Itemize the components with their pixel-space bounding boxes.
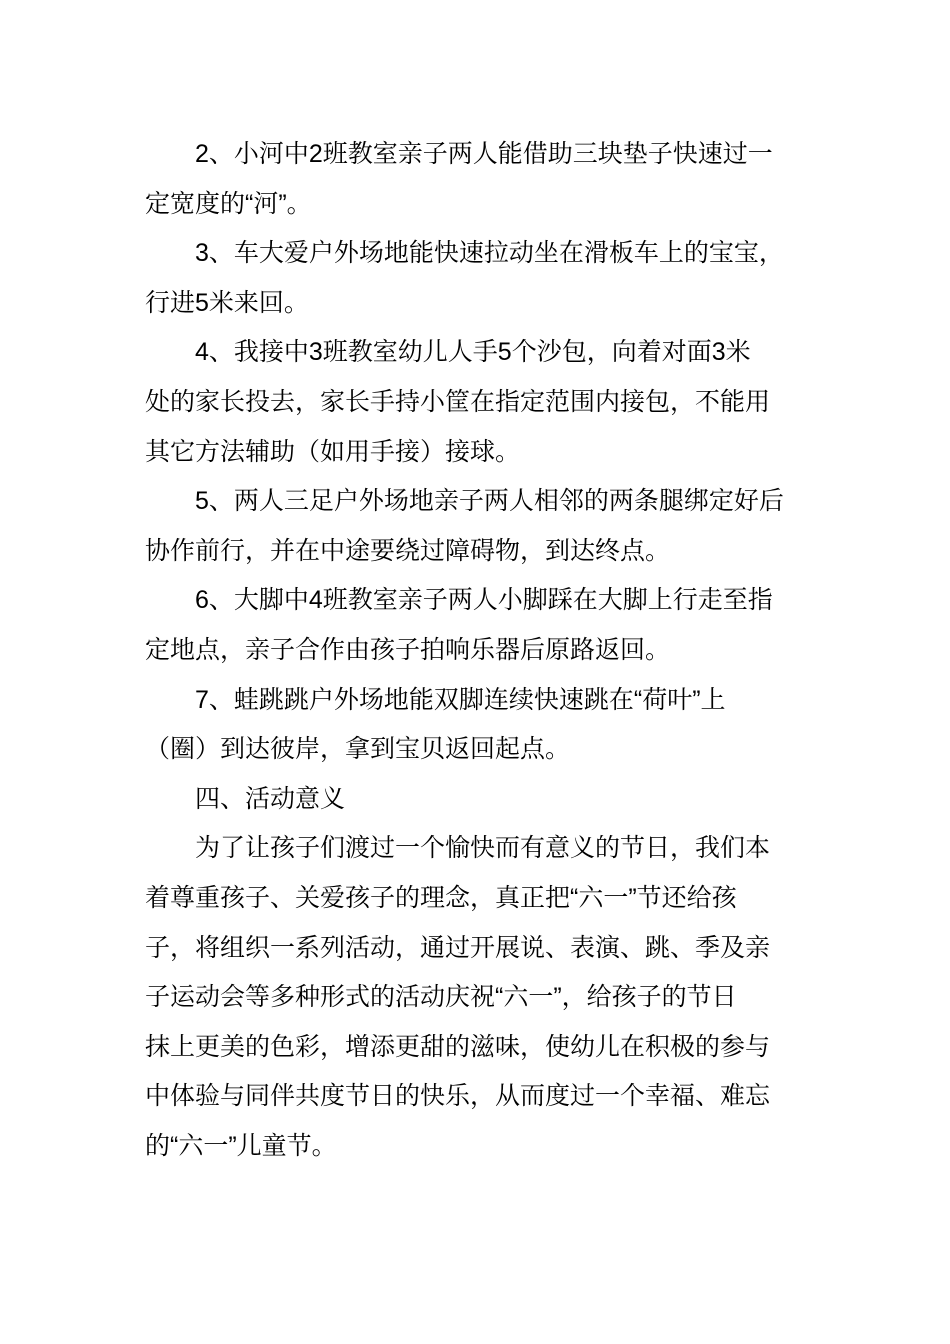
- paragraph: [145, 477, 815, 576]
- paragraph: [145, 824, 815, 1171]
- paragraph: [145, 676, 815, 775]
- text-line: （圈）到达彼岸，拿到宝贝返回起点。: [145, 735, 571, 764]
- text-line: 子，将组织一系列活动，通过开展说、表演、跳、季及亲: [145, 933, 771, 962]
- text-line: 四、活动意义: [195, 784, 346, 813]
- text-line: 抹上更美的色彩，增添更甜的滋味，使幼儿在积极的参与: [145, 1032, 771, 1061]
- paragraph: [145, 576, 815, 675]
- text-line: 7、蛙跳跳户外场地能双脚连续快速跳在“荷叶”上: [195, 685, 726, 714]
- text-line: 定地点，亲子合作由孩子拍响乐器后原路返回。: [145, 635, 671, 664]
- paragraph: [145, 229, 815, 328]
- text-line: 定宽度的“河”。: [145, 189, 312, 218]
- document-body: [145, 130, 815, 1171]
- text-line: 协作前行，并在中途要绕过障碍物，到达终点。: [145, 536, 671, 565]
- text-line: 中体验与同伴共度节日的快乐，从而度过一个幸福、难忘: [145, 1082, 771, 1111]
- paragraph: [145, 130, 815, 229]
- text-line: 子运动会等多种形式的活动庆祝“六一”，给孩子的节日: [145, 983, 737, 1012]
- text-line: 其它方法辅助（如用手接）接球。: [145, 437, 521, 466]
- text-line: 2、小河中2班教室亲子两人能借助三块垫子快速过一: [195, 140, 773, 168]
- text-line: 着尊重孩子、关爱孩子的理念，真正把“六一”节还给孩: [145, 883, 737, 912]
- text-line: 4、我接中3班教室幼儿人手5个沙包，向着对面3米: [195, 338, 751, 367]
- text-line: 为了让孩子们渡过一个愉快而有意义的节日，我们本: [195, 834, 771, 863]
- text-line: 行进5米来回。: [145, 288, 309, 317]
- text-line: 6、大脚中4班教室亲子两人小脚踩在大脚上行走至指: [195, 586, 773, 615]
- paragraph: [145, 328, 815, 477]
- text-line: 5、两人三足户外场地亲子两人相邻的两条腿绑定好后: [195, 487, 784, 516]
- text-line: 处的家长投去，家长手持小筐在指定范围内接包，不能用: [145, 387, 771, 416]
- text-line: 的“六一”儿童节。: [145, 1131, 337, 1160]
- section-heading: [145, 775, 815, 825]
- text-line: 3、车大爱户外场地能快速拉动坐在滑板车上的宝宝，: [195, 239, 784, 268]
